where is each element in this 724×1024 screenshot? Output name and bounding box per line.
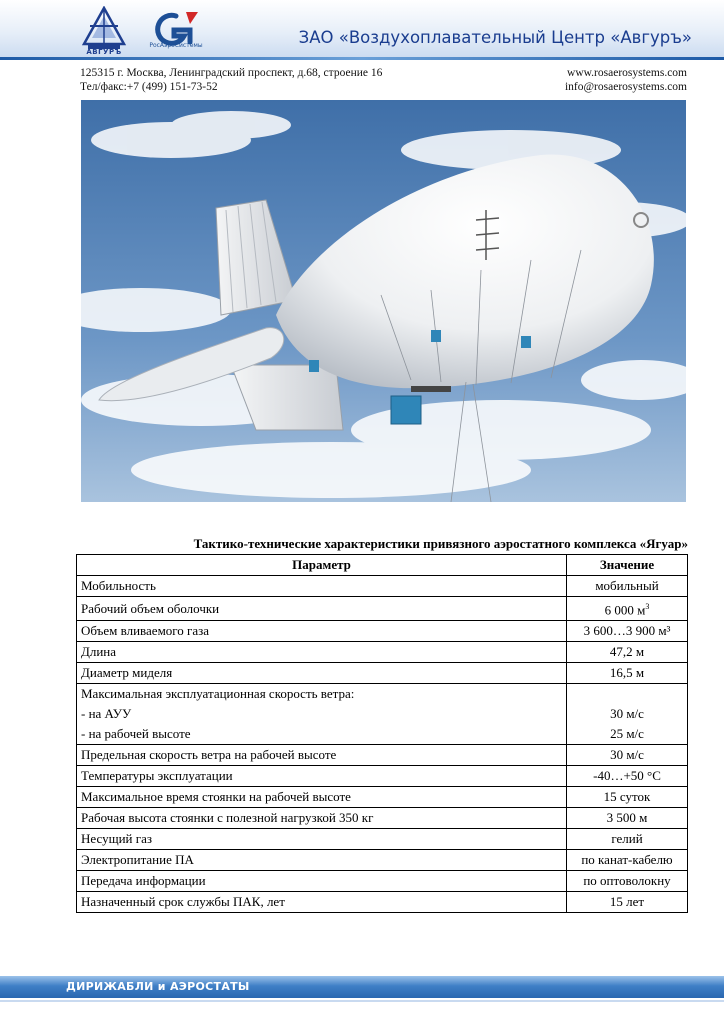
website-link[interactable]: www.rosaerosystems.com xyxy=(567,67,687,79)
rosaerosystems-logo-icon xyxy=(146,10,202,46)
row-value: 15 суток xyxy=(567,787,688,808)
table-header-row xyxy=(77,555,688,576)
row-param: Передача информации xyxy=(77,871,567,892)
table-row xyxy=(77,808,688,829)
aerostat-photo xyxy=(81,100,686,502)
row-value: 3 600…3 900 м³ xyxy=(567,621,688,642)
email-link[interactable]: info@rosaerosystems.com xyxy=(564,81,687,93)
row-param: Рабочий объем оболочки xyxy=(77,597,567,621)
row-value-line-empty xyxy=(571,684,683,704)
table-row xyxy=(77,892,688,913)
address-text: 125315 г. Москва, Ленинградский проспект, д.68, строение 16 xyxy=(80,67,383,79)
footer-text: ДИРИЖАБЛИ и АЭРОСТАТЫ xyxy=(66,980,250,993)
row-value: гелий xyxy=(567,829,688,850)
table-row xyxy=(77,829,688,850)
table-row xyxy=(77,850,688,871)
row-param: Рабочая высота стоянки с полезной нагрузкой 350 кг xyxy=(77,808,567,829)
footer-divider xyxy=(0,1000,724,1002)
row-param: Электропитание ПА xyxy=(77,850,567,871)
row-value-multiline xyxy=(567,684,688,745)
param-header: Параметр xyxy=(77,555,567,576)
specs-table xyxy=(76,554,688,913)
row-param: Температуры эксплуатации xyxy=(77,766,567,787)
row-value: 16,5 м xyxy=(567,663,688,684)
row-param: Объем вливаемого газа xyxy=(77,621,567,642)
row-param: Несущий газ xyxy=(77,829,567,850)
row-param-line: - на рабочей высоте xyxy=(81,726,191,742)
row-value: -40…+50 °С xyxy=(567,766,688,787)
company-title: ЗАО «Воздухоплавательный Центр «Авгуръ» xyxy=(298,28,692,47)
row-param: Назначенный срок службы ПАК, лет xyxy=(77,892,567,913)
row-value-line: 30 м/с xyxy=(610,706,644,722)
row-param: Диаметр миделя xyxy=(77,663,567,684)
row-param-line: - на АУУ xyxy=(81,706,132,722)
row-value-line: 25 м/с xyxy=(610,726,644,742)
row-value: мобильный xyxy=(567,576,688,597)
table-row xyxy=(77,745,688,766)
table-caption: Тактико-технические характеристики привязного аэростатного комплекса «Ягуар» xyxy=(193,536,688,551)
table-row xyxy=(77,597,688,621)
phone-text: Тел/факс:+7 (499) 151-73-52 xyxy=(80,81,218,93)
row-param: Мобильность xyxy=(77,576,567,597)
row-value: по оптоволокну xyxy=(567,871,688,892)
row-value: 15 лет xyxy=(567,892,688,913)
rosaerosystems-logo-text: РосАэроСистемы xyxy=(149,42,203,49)
table-row xyxy=(77,663,688,684)
table-row xyxy=(77,787,688,808)
row-value xyxy=(567,597,688,621)
table-row xyxy=(77,576,688,597)
row-value-superscript: 3 xyxy=(645,602,650,611)
avgur-logo-text: АВГУРЪ xyxy=(86,48,122,56)
table-row xyxy=(77,642,688,663)
table-row-multiline xyxy=(77,684,688,745)
row-param: Максимальное время стоянки на рабочей высоте xyxy=(77,787,567,808)
table-row xyxy=(77,766,688,787)
row-value: 47,2 м xyxy=(567,642,688,663)
row-value: по канат-кабелю xyxy=(567,850,688,871)
row-param-multiline xyxy=(77,684,567,745)
row-value-text: 6 000 м xyxy=(604,602,646,618)
row-param: Длина xyxy=(77,642,567,663)
row-param: Предельная скорость ветра на рабочей высоте xyxy=(77,745,567,766)
row-value: 30 м/с xyxy=(567,745,688,766)
table-row xyxy=(77,871,688,892)
table-row xyxy=(77,621,688,642)
value-header: Значение xyxy=(567,555,688,576)
row-param-line: Максимальная эксплуатационная скорость ветра: xyxy=(81,686,355,702)
row-value: 3 500 м xyxy=(567,808,688,829)
